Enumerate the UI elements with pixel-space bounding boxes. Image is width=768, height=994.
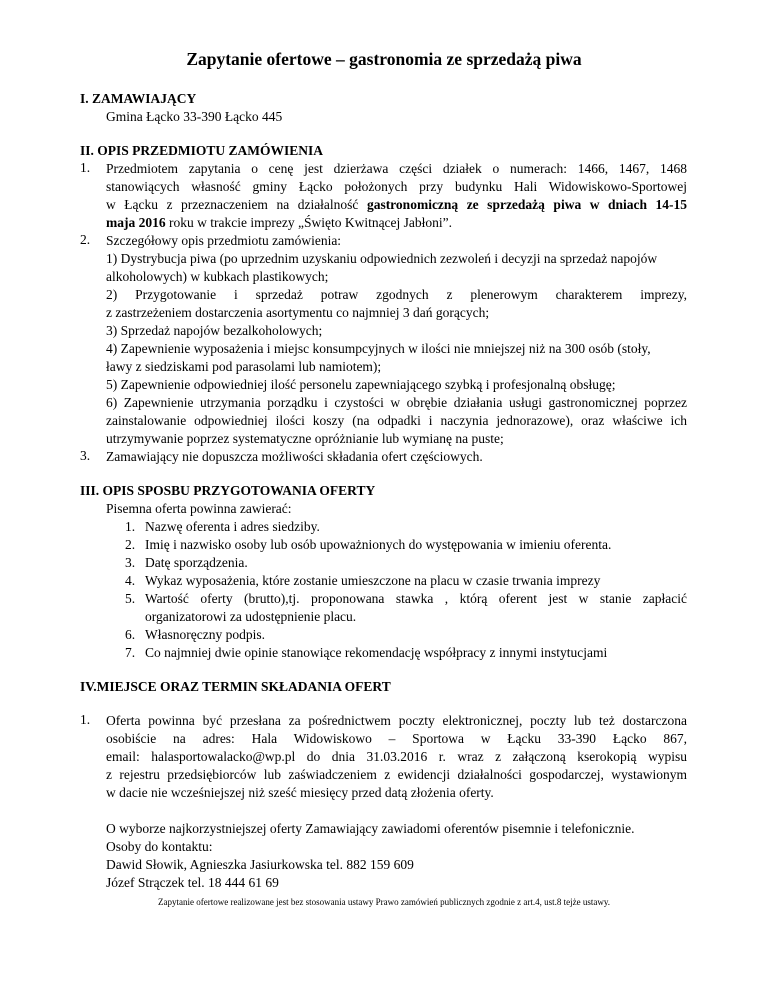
section-1-body: Gmina Łącko 33-390 Łącko 445: [106, 109, 283, 124]
s4-contact-label: Osoby do kontaktu:: [106, 839, 213, 854]
section-1-heading: I. ZAMAWIAJĄCY: [80, 91, 197, 106]
s2-p1-line3-text: w Łącku z przeznaczeniem na działalność: [106, 197, 367, 212]
s2-item3: 3) Sprzedaż napojów bezalkoholowych;: [106, 323, 323, 338]
s4-contact-1: Dawid Słowik, Agnieszka Jasiurkowska tel. 882 159 609: [106, 857, 414, 872]
s2-item4-line2: ławy z siedziskami pod parasolami lub namiotem);: [106, 359, 382, 374]
s2-p3-text: Zamawiający nie dopuszcza możliwości składania ofert częściowych.: [106, 449, 483, 464]
s2-p1-number: 1.: [80, 160, 91, 175]
section-2-heading: II. OPIS PRZEDMIOTU ZAMÓWIENIA: [80, 143, 324, 158]
page-title: Zapytanie ofertowe – gastronomia ze sprzedażą piwa: [186, 49, 582, 69]
s3-item7-number: 7.: [125, 645, 136, 660]
s4-p1-line3: email: halasportowalacko@wp.pl do dnia 31.03.2016 r. wraz z załączoną kserokopią wypisu: [106, 749, 687, 764]
s3-item5-number: 5.: [125, 591, 136, 606]
s2-item1-line1: 1) Dystrybucja piwa (po uprzednim uzyskaniu odpowiednich zezwoleń i decyzji na sprzedaż napojów: [106, 251, 658, 266]
s3-item2-text: Imię i nazwisko osoby lub osób upoważnionych do występowania w imieniu oferenta.: [145, 537, 612, 552]
s3-item3-number: 3.: [125, 555, 136, 570]
s2-p2-number: 2.: [80, 232, 91, 247]
s2-p1-line2: stanowiących własność gminy Łącko położonych przy budynku Hali Widowiskowo-Sportowej: [106, 179, 687, 194]
s3-item1-text: Nazwę oferenta i adres siedziby.: [145, 519, 320, 534]
s4-note: O wyborze najkorzystniejszej oferty Zamawiający zawiadomi oferentów pisemnie i telefonicznie.: [106, 821, 635, 836]
s3-item7-text: Co najmniej dwie opinie stanowiące rekomendację współpracy z innymi instytucjami: [145, 645, 608, 660]
s2-item1-line2: alkoholowych) w kubkach plastikowych;: [106, 269, 329, 284]
s2-p1-line1: Przedmiotem zapytania o cenę jest dzierżawa części działek o numerach: 1466, 1467, 1468: [106, 161, 687, 176]
s2-p1-date: maja 2016: [106, 215, 166, 230]
s4-p1-line1: Oferta powinna być przesłana za pośrednictwem poczty elektronicznej, poczty lub też dostarczona: [106, 713, 687, 728]
s2-item5: 5) Zapewnienie odpowiedniej ilość personelu zapewniającego szybką i profesjonalną obsługę;: [106, 377, 616, 392]
s3-item5-text: Wartość oferty (brutto),tj. proponowana stawka , którą oferent jest w stanie zapłacić: [145, 591, 687, 606]
s4-p1-line5: w dacie nie wcześniejszej niż sześć miesięcy przed datą złożenia oferty.: [106, 785, 494, 800]
s2-item6-line3: utrzymywanie poprzez systematyczne opróżnianie lub wymianę na puste;: [106, 431, 504, 446]
s3-item5-text-line2: organizatorowi za udostępnienie placu.: [145, 609, 357, 624]
s4-p1-number: 1.: [80, 712, 91, 727]
s2-p1-line4: [106, 214, 452, 232]
s3-item1-number: 1.: [125, 519, 136, 534]
s3-item3-text: Datę sporządzenia.: [145, 555, 248, 570]
s2-p1-line4-text: roku w trakcie imprezy „Święto Kwitnącej Jabłoni”.: [165, 215, 453, 230]
s4-p1-line2: osobiście na adres: Hala Widowiskowo – Sportowa w Łącku 33-390 Łącko 867,: [106, 731, 687, 746]
s2-p1-line3-bold: gastronomiczną ze sprzedażą piwa w dniach 14-15: [366, 197, 687, 212]
s4-p1-line4: z rejestru przedsiębiorców lub zaświadczeniem z ewidencji działalności gospodarczej, wystawionym: [106, 767, 687, 782]
section-4-heading: IV.MIEJSCE ORAZ TERMIN SKŁADANIA OFERT: [80, 679, 391, 694]
s2-item2-line1: 2) Przygotowanie i sprzedaż potraw zgodnych z plenerowym charakterem imprezy,: [106, 287, 687, 302]
section-3-heading: III. OPIS SPOSBU PRZYGOTOWANIA OFERTY: [80, 483, 376, 498]
s2-item6-line2: zainstalowanie odpowiedniej ilości koszy (na odpadki i naczynia jednorazowe), oraz właściwe ich: [106, 413, 687, 428]
s3-intro: Pisemna oferta powinna zawierać:: [106, 501, 292, 516]
s3-item2-number: 2.: [125, 537, 136, 552]
s2-p3-number: 3.: [80, 448, 91, 463]
s4-contact-2: Józef Strączek tel. 18 444 61 69: [106, 875, 279, 890]
s2-item6-line1: 6) Zapewnienie utrzymania porządku i czystości w obrębie działania usługi gastronomicznej poprzez: [106, 395, 687, 410]
s3-item6-number: 6.: [125, 627, 136, 642]
s2-p2-intro: Szczegółowy opis przedmiotu zamówienia:: [106, 233, 342, 248]
page-footer: Zapytanie ofertowe realizowane jest bez stosowania ustawy Prawo zamówień publicznych zgodnie z art.4, ust.8 tejże ustawy.: [157, 897, 610, 907]
s2-p1-line3: [106, 196, 687, 214]
s3-item6-text: Własnoręczny podpis.: [145, 627, 265, 642]
s2-item4-line1: 4) Zapewnienie wyposażenia i miejsc konsumpcyjnych w ilości nie mniejszej niż na 300 osób (stoły,: [106, 341, 651, 356]
s3-item4-text: Wykaz wyposażenia, które zostanie umieszczone na placu w czasie trwania imprezy: [145, 573, 601, 588]
s2-item2-line2: z zastrzeżeniem dostarczenia asortymentu co najmniej 3 dań gorących;: [106, 305, 490, 320]
s3-item4-number: 4.: [125, 573, 136, 588]
